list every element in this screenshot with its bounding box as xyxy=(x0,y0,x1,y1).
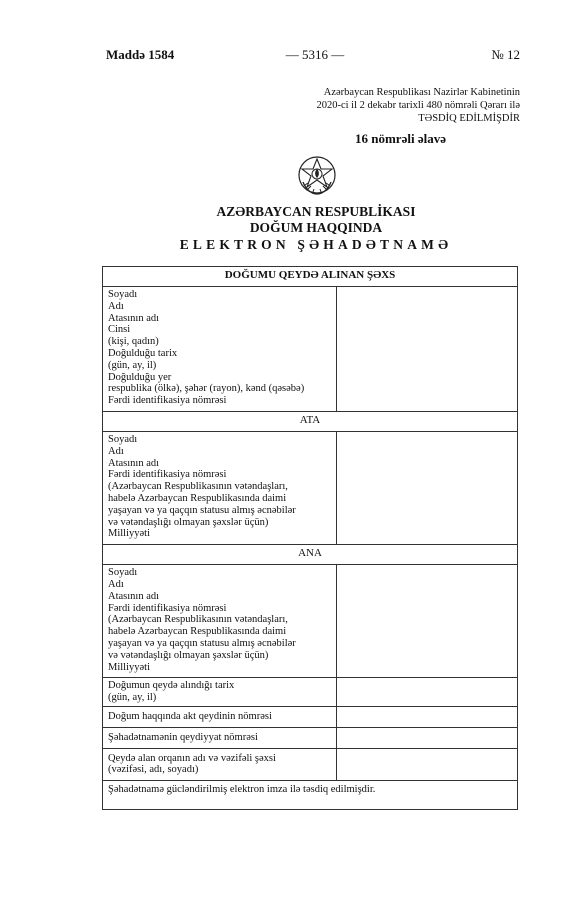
article-number: Maddə 1584 xyxy=(106,47,175,62)
field-label: (gün, ay, il) xyxy=(108,692,157,704)
approval-line-1: Azərbaycan Respublikası Nazirlər Kabinetinin xyxy=(323,87,520,98)
title-line-2: DOĞUM HAQQINDA xyxy=(249,220,383,235)
field-label: Doğumun qeydə alındığı tarix xyxy=(108,680,235,692)
field-label: Doğulduğu yer xyxy=(108,371,172,383)
approval-line-3: TƏSDİQ EDİLMİŞDİR xyxy=(418,113,520,124)
approval-line-2: 2020-ci il 2 dekabr tarixli 480 nömrəli Qərarı ilə xyxy=(316,100,520,111)
field-label: Atasının adı xyxy=(108,590,160,602)
act-number-label xyxy=(103,706,337,727)
field-label: (kişi, qadın) xyxy=(108,336,159,348)
field-label: Cinsi xyxy=(108,324,131,336)
registration-date-label xyxy=(103,678,337,707)
field-label: habelə Azərbaycan Respublikasında daimi xyxy=(108,626,287,638)
field-label: Soyadı xyxy=(108,433,138,445)
field-label: və vətəndaşlığı olmayan şəxslər üçün) xyxy=(108,516,269,528)
father-values xyxy=(337,431,518,544)
official-label xyxy=(103,748,337,781)
registration-date-value xyxy=(337,678,518,707)
official-value xyxy=(337,748,518,781)
title-line-3: ELEKTRON ŞƏHADƏTNAMƏ xyxy=(179,237,453,252)
document-title xyxy=(106,204,526,254)
field-label: respublika (ölkə), şəhər (rayon), kənd (qəsəbə) xyxy=(108,383,305,395)
mother-fields xyxy=(103,565,337,678)
certificate-form xyxy=(102,266,518,810)
field-label: habelə Azərbaycan Respublikasında daimi xyxy=(108,492,287,504)
issue-number: № 12 xyxy=(491,47,520,62)
field-label: və vətəndaşlığı olmayan şəxslər üçün) xyxy=(108,649,269,661)
appendix-label: 16 nömrəli əlavə xyxy=(355,131,446,146)
field-label: Doğum haqqında akt qeydinin nömrəsi xyxy=(108,710,272,722)
field-label: (gün, ay, il) xyxy=(108,359,157,371)
approval-note xyxy=(260,86,520,125)
field-label: Fərdi identifikasiya nömrəsi xyxy=(108,469,227,481)
section-heading-father: ATA xyxy=(103,411,518,431)
field-label: Adı xyxy=(108,300,124,312)
field-label: Qeydə alan orqanın adı və vəzifəli şəxsi xyxy=(108,752,276,764)
person-values xyxy=(337,287,518,412)
field-label: Fərdi identifikasiya nömrəsi xyxy=(108,602,227,614)
signature-note xyxy=(103,781,518,810)
field-label: Atasının adı xyxy=(108,457,160,469)
field-label: Şəhadətnamənin qeydiyyat nömrəsi xyxy=(108,731,258,743)
field-label: Adı xyxy=(108,578,124,590)
field-label: Doğulduğu tarix xyxy=(108,347,178,359)
page-number: — 5316 — xyxy=(285,47,345,62)
person-fields xyxy=(103,287,337,412)
field-label: Atasının adı xyxy=(108,312,160,324)
coat-of-arms-icon xyxy=(296,154,338,203)
field-label: Milliyyəti xyxy=(108,661,150,673)
certificate-number-label xyxy=(103,727,337,748)
field-label: (vəzifəsi, adı, soyadı) xyxy=(108,764,199,776)
mother-values xyxy=(337,565,518,678)
field-label: Soyadı xyxy=(108,567,138,579)
field-label: yaşayan və ya qaçqın statusu almış əcnəbilər xyxy=(108,637,296,649)
title-line-1: AZƏRBAYCAN RESPUBLİKASI xyxy=(216,204,416,219)
field-label: Milliyyəti xyxy=(108,528,150,540)
field-label: yaşayan və ya qaçqın statusu almış əcnəbilər xyxy=(108,504,296,516)
section-heading-mother: ANA xyxy=(103,545,518,565)
father-fields xyxy=(103,431,337,544)
signature-note-text: Şəhadətnamə gücləndirilmiş elektron imza ilə təsdiq edilmişdir. xyxy=(108,784,376,796)
certificate-number-value xyxy=(337,727,518,748)
field-label: Adı xyxy=(108,445,124,457)
section-heading-person: DOĞUMU QEYDƏ ALINAN ŞƏXS xyxy=(103,267,518,287)
field-label: Soyadı xyxy=(108,289,138,300)
field-label: (Azərbaycan Respublikasının vətəndaşları, xyxy=(108,614,288,626)
act-number-value xyxy=(337,706,518,727)
field-label: (Azərbaycan Respublikasının vətəndaşları, xyxy=(108,481,288,493)
field-label: Fərdi identifikasiya nömrəsi xyxy=(108,395,227,407)
